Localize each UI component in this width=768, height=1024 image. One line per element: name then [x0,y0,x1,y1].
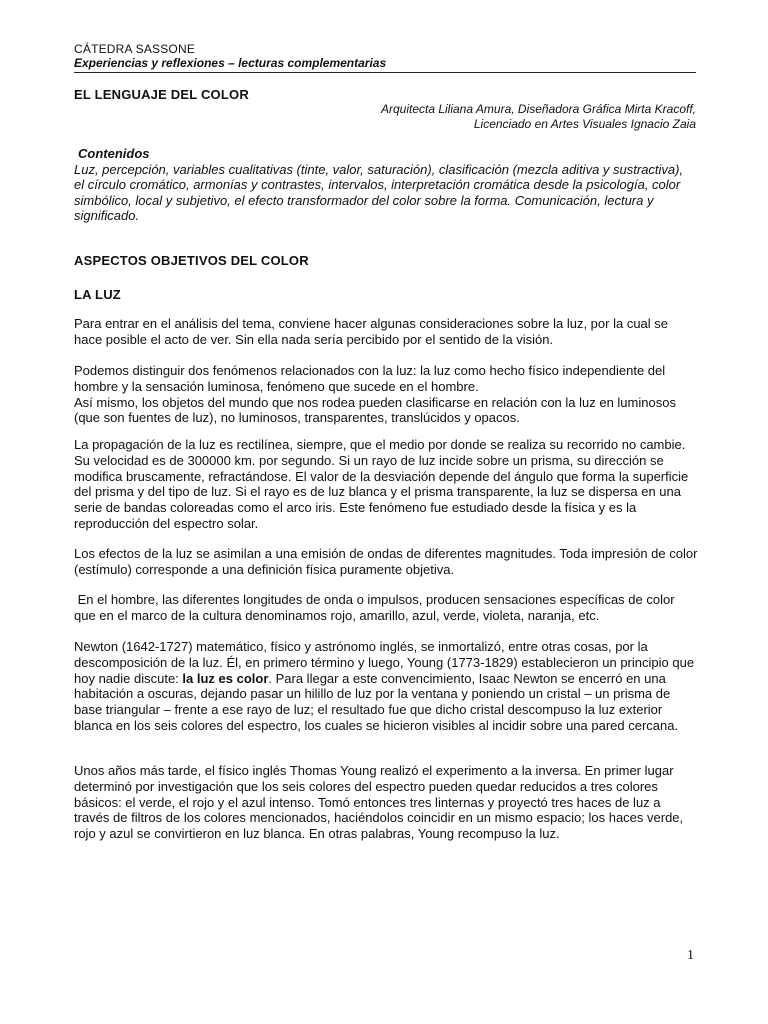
paragraph-4: Los efectos de la luz se asimilan a una emisión de ondas de diferentes magnitudes. Toda impresión de color (estímulo) corresponde a una definición física puramente objetiva. [74,546,698,577]
subsection-heading: LA LUZ [74,287,121,302]
paragraph-7: Unos años más tarde, el físico inglés Thomas Young realizó el experimento a la inversa. En primer lugar determinó por investigación que los seis colores del espectro pueden quedar reducidos a tres colores básicos: el verde, el rojo y el azul intenso. Tomó entonces tres linternas y proyectó tres haces de luz a través de filtros de los colores mencionados, haciéndolos coincidir en un mismo espacio; los haces verde, rojo y azul se convirtieron en luz blanca. En otras palabras, Young recompuso la luz. [74,763,684,842]
paragraph-6-start: Newton (1642-1727) matemático, físico y astrónomo inglés, se inmortalizó, entre otras cosas, por la descomposición de la luz. Él, en primero término y luego, Young (1773-1829) establecieron un principio que hoy nadie discute: [74,639,695,686]
page-header [74,42,696,73]
contents-block [74,146,694,224]
header-subtitle: Experiencias y reflexiones – lecturas complementarias [74,56,387,70]
paragraph-1: Para entrar en el análisis del tema, conviene hacer algunas consideraciones sobre la luz, por la cual se hace posible el acto de ver. Sin ella nada sería percibido por el sentido de la visión. [74,316,669,347]
authors-line-2: Licenciado en Artes Visuales Ignacio Zaia [473,117,696,131]
paragraph-6-bold: la luz es color [182,670,269,686]
paragraph-5: En el hombre, las diferentes longitudes de onda o impulsos, producen sensaciones específicas de color que en el marco de la cultura denominamos rojo, amarillo, azul, verde, violeta, naranja, etc. [74,592,679,623]
authors [216,102,696,132]
contents-text: Luz, percepción, variables cualitativas (tinte, valor, saturación), clasificación (mezcla aditiva y sustractiva), el círculo cromático, armonías y contrastes, intervalos, interpretación cromática desde la psicología, color simbólico, local y subjetivo, el efecto transformador del color sobre la forma. Comunicación, lectura y significado. [74,161,684,223]
document-title: EL LENGUAJE DEL COLOR [74,87,249,102]
paragraph-6-end: . Para llegar a este convencimiento, Isaac Newton se encerró en una habitación a oscuras, dejando pasar un hilillo de luz por la ventana y poniendo un cristal – un prisma de base triangular – frente a ese rayo de luz; el resultado fue que dicho cristal descompuso la luz exterior blanca en los seis colores del espectro, los cuales se hicieron visibles al incidir sobre una pared cercana. [74,670,679,733]
authors-line-1: Arquitecta Liliana Amura, Diseñadora Gráfica Mirta Kracoff, [380,102,696,116]
paragraph-3: La propagación de la luz es rectilínea, siempre, que el medio por donde se realiza su recorrido no cambie. Su velocidad es de 300000 km. por segundo. Si un rayo de luz incide sobre un prisma, su dirección se modifica bruscamente, refractándose. El valor de la desviación depende del ángulo que forma la superficie del prisma y del tipo de luz. Si el rayo es de luz blanca y el prisma transparente, la luz se dispersa en una serie de bandas coloreadas como el arco iris. Este fenómeno fue estudiado desde la física y es la reproducción del espectro solar. [74,437,689,531]
header-org: CÁTEDRA SASSONE [74,42,196,56]
page-number: 1 [687,948,694,963]
paragraph-6 [74,639,698,734]
paragraph-2-b: Así mismo, los objetos del mundo que nos rodea pueden clasificarse en relación con la luz en luminosos (que son fuentes de luz), no luminosos, transparentes, translúcidos y opacos. [74,394,676,426]
section-heading: ASPECTOS OBJETIVOS DEL COLOR [74,253,309,268]
paragraph-2 [74,363,698,426]
contents-heading: Contenidos [78,146,150,161]
paragraph-2-a: Podemos distinguir dos fenómenos relacionados con la luz: la luz como hecho físico independiente del hombre y la sensación luminosa, fenómeno que sucede en el hombre. [74,363,666,394]
